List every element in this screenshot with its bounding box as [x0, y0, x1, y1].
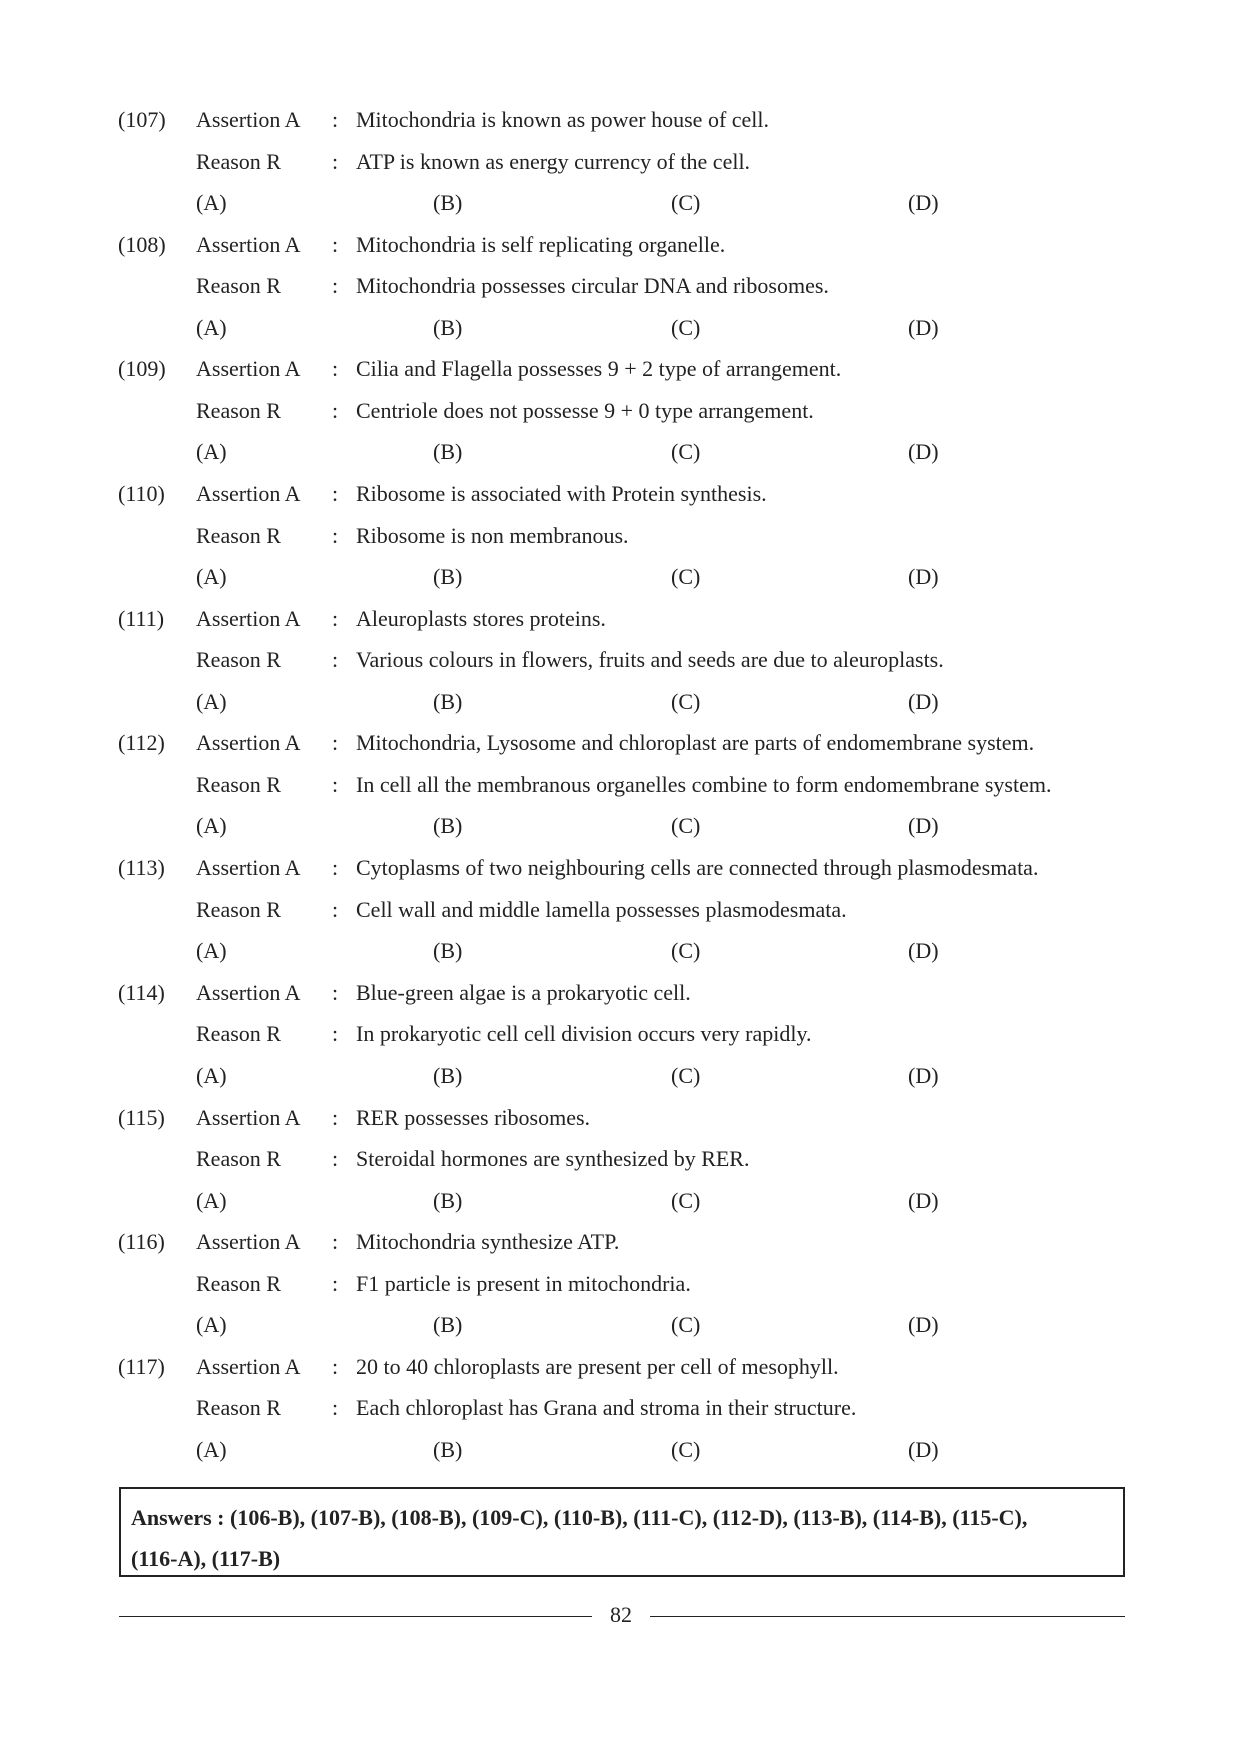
colon-separator: : — [332, 1229, 339, 1255]
colon-separator: : — [332, 231, 339, 257]
assertion-row — [0, 105, 1240, 135]
question-number: (117) — [118, 1353, 165, 1379]
assertion-row — [0, 728, 1240, 758]
reason-row — [0, 1019, 1240, 1049]
question-number: (107) — [118, 107, 166, 132]
option-label: (D) — [908, 190, 939, 215]
assertion-text: Mitochondria is self replicating organelle. — [356, 231, 726, 257]
question-block — [0, 479, 1240, 604]
question-number: (108) — [118, 231, 166, 257]
reason-text: ATP is known as energy currency of the cell. — [356, 148, 751, 174]
option-label: (C) — [671, 1312, 701, 1338]
question-block — [0, 604, 1240, 729]
question-number: (112) — [118, 730, 165, 756]
option-label: (A) — [196, 1062, 227, 1088]
reason-text: Cell wall and middle lamella possesses plasmodesmata. — [356, 896, 847, 922]
reason-row — [0, 770, 1240, 800]
colon-separator: : — [332, 979, 339, 1005]
colon-separator: : — [332, 1353, 339, 1379]
colon-separator: : — [332, 1146, 339, 1171]
option-label: (C) — [671, 938, 701, 964]
question-number: (115) — [118, 1104, 165, 1130]
reason-row — [0, 271, 1240, 301]
assertion-text: Cytoplasms of two neighbouring cells are connected through plasmodesmata. — [356, 855, 1039, 881]
option-label: (D) — [908, 688, 939, 714]
colon-separator: : — [332, 647, 339, 673]
assertion-row — [0, 978, 1240, 1008]
assertion-text: 20 to 40 chloroplasts are present per cell of mesophyll. — [356, 1353, 839, 1379]
colon-separator: : — [332, 356, 339, 382]
reason-label: Reason R — [196, 771, 281, 797]
colon-separator: : — [332, 1395, 339, 1421]
assertion-row — [0, 230, 1240, 260]
option-label: (D) — [908, 938, 939, 964]
assertion-label: Assertion A — [196, 855, 301, 881]
options-row — [0, 1186, 1240, 1216]
option-label: (A) — [196, 938, 227, 964]
option-label: (D) — [908, 1436, 939, 1462]
assertion-label: Assertion A — [196, 605, 301, 631]
assertion-text: Mitochondria, Lysosome and chloroplast are parts of endomembrane system. — [356, 730, 1035, 756]
question-number: (111) — [118, 605, 165, 631]
assertion-text: Aleuroplasts stores proteins. — [356, 605, 606, 631]
option-label: (B) — [433, 688, 463, 714]
option-label: (C) — [671, 439, 701, 465]
option-label: (A) — [196, 314, 227, 340]
assertion-label: Assertion A — [196, 979, 301, 1005]
reason-row — [0, 396, 1240, 426]
reason-text: Steroidal hormones are synthesized by RER. — [356, 1146, 750, 1171]
answer-key-box — [119, 1487, 1125, 1577]
assertion-text: Ribosome is associated with Protein synthesis. — [356, 481, 767, 507]
reason-text: Centriole does not possesse 9 + 0 type arrangement. — [356, 397, 814, 423]
footer-rule-right — [650, 1616, 1125, 1617]
option-label: (A) — [196, 1187, 227, 1213]
page-footer — [119, 1600, 1125, 1630]
reason-label: Reason R — [196, 1146, 281, 1171]
question-list — [0, 105, 1240, 1477]
reason-label: Reason R — [196, 522, 281, 548]
reason-label: Reason R — [196, 148, 281, 174]
assertion-row — [0, 354, 1240, 384]
question-block — [0, 105, 1240, 230]
assertion-row — [0, 1103, 1240, 1133]
assertion-text: RER possesses ribosomes. — [356, 1104, 591, 1130]
option-label: (D) — [908, 1062, 939, 1088]
reason-row — [0, 147, 1240, 177]
options-row — [0, 313, 1240, 343]
colon-separator: : — [332, 522, 339, 548]
assertion-label: Assertion A — [196, 107, 301, 132]
colon-separator: : — [332, 771, 339, 797]
question-number: (113) — [118, 855, 165, 881]
question-block — [0, 853, 1240, 978]
assertion-label: Assertion A — [196, 1104, 301, 1130]
reason-text: Ribosome is non membranous. — [356, 522, 629, 548]
reason-label: Reason R — [196, 273, 281, 299]
colon-separator: : — [332, 273, 339, 299]
colon-separator: : — [332, 1021, 339, 1047]
reason-row — [0, 521, 1240, 551]
colon-separator: : — [332, 148, 339, 174]
option-label: (B) — [433, 938, 463, 964]
options-row — [0, 936, 1240, 966]
options-row — [0, 1435, 1240, 1465]
question-number: (109) — [118, 356, 166, 382]
option-label: (C) — [671, 1187, 701, 1213]
reason-text: In cell all the membranous organelles combine to form endomembrane system. — [356, 771, 1052, 797]
option-label: (B) — [433, 813, 463, 839]
question-block — [0, 230, 1240, 355]
reason-text: Mitochondria possesses circular DNA and ribosomes. — [356, 273, 829, 299]
reason-label: Reason R — [196, 1395, 281, 1421]
option-label: (C) — [671, 314, 701, 340]
colon-separator: : — [332, 605, 339, 631]
question-block — [0, 1103, 1240, 1228]
reason-row — [0, 1393, 1240, 1423]
reason-row — [0, 1144, 1240, 1174]
question-block — [0, 1352, 1240, 1477]
colon-separator: : — [332, 1104, 339, 1130]
assertion-label: Assertion A — [196, 356, 301, 382]
question-block — [0, 978, 1240, 1103]
options-row — [0, 811, 1240, 841]
assertion-row — [0, 1227, 1240, 1257]
option-label: (B) — [433, 1312, 463, 1338]
reason-label: Reason R — [196, 397, 281, 423]
option-label: (D) — [908, 1187, 939, 1213]
option-label: (B) — [433, 314, 463, 340]
reason-label: Reason R — [196, 647, 281, 673]
option-label: (C) — [671, 688, 701, 714]
question-number: (114) — [118, 979, 165, 1005]
footer-rule-left — [119, 1616, 592, 1617]
assertion-label: Assertion A — [196, 481, 301, 507]
assertion-row — [0, 479, 1240, 509]
assertion-text: Cilia and Flagella possesses 9 + 2 type of arrangement. — [356, 356, 842, 382]
options-row — [0, 1310, 1240, 1340]
colon-separator: : — [332, 1270, 339, 1296]
options-row — [0, 188, 1240, 218]
option-label: (A) — [196, 688, 227, 714]
option-label: (B) — [433, 1187, 463, 1213]
option-label: (D) — [908, 1312, 939, 1338]
options-row — [0, 562, 1240, 592]
option-label: (C) — [671, 564, 701, 590]
option-label: (B) — [433, 1062, 463, 1088]
colon-separator: : — [332, 397, 339, 423]
option-label: (A) — [196, 564, 227, 590]
assertion-label: Assertion A — [196, 1229, 301, 1255]
option-label: (B) — [433, 190, 463, 215]
option-label: (D) — [908, 314, 939, 340]
option-label: (D) — [908, 564, 939, 590]
option-label: (B) — [433, 1436, 463, 1462]
question-number: (110) — [118, 481, 165, 507]
option-label: (A) — [196, 190, 227, 215]
question-block — [0, 728, 1240, 853]
answer-key-line-2: (116-A), (117-B) — [131, 1546, 281, 1571]
options-row — [0, 687, 1240, 717]
reason-label: Reason R — [196, 896, 281, 922]
option-label: (A) — [196, 813, 227, 839]
options-row — [0, 1061, 1240, 1091]
assertion-label: Assertion A — [196, 1353, 301, 1379]
answer-key-line-1: Answers : (106-B), (107-B), (108-B), (109-C), (110-B), (111-C), (112-D), (113-B), (114-B), (115-C), — [131, 1505, 1028, 1530]
option-label: (D) — [908, 439, 939, 465]
reason-text: Each chloroplast has Grana and stroma in their structure. — [356, 1395, 857, 1421]
question-number: (116) — [118, 1229, 165, 1255]
assertion-row — [0, 604, 1240, 634]
option-label: (C) — [671, 813, 701, 839]
colon-separator: : — [332, 730, 339, 756]
option-label: (B) — [433, 439, 463, 465]
assertion-text: Mitochondria is known as power house of cell. — [356, 107, 770, 132]
options-row — [0, 437, 1240, 467]
colon-separator: : — [332, 107, 339, 132]
reason-text: Various colours in flowers, fruits and seeds are due to aleuroplasts. — [356, 647, 944, 673]
reason-text: F1 particle is present in mitochondria. — [356, 1270, 691, 1296]
option-label: (A) — [196, 1312, 227, 1338]
option-label: (A) — [196, 439, 227, 465]
reason-text: In prokaryotic cell cell division occurs very rapidly. — [356, 1021, 812, 1047]
assertion-text: Blue-green algae is a prokaryotic cell. — [356, 979, 691, 1005]
reason-row — [0, 895, 1240, 925]
question-block — [0, 1227, 1240, 1352]
option-label: (D) — [908, 813, 939, 839]
assertion-label: Assertion A — [196, 730, 301, 756]
reason-row — [0, 645, 1240, 675]
option-label: (B) — [433, 564, 463, 590]
page-number: 82 — [610, 1602, 632, 1627]
reason-label: Reason R — [196, 1270, 281, 1296]
reason-label: Reason R — [196, 1021, 281, 1047]
option-label: (C) — [671, 1436, 701, 1462]
colon-separator: : — [332, 855, 339, 881]
option-label: (A) — [196, 1436, 227, 1462]
colon-separator: : — [332, 896, 339, 922]
option-label: (C) — [671, 1062, 701, 1088]
assertion-text: Mitochondria synthesize ATP. — [356, 1229, 620, 1255]
option-label: (C) — [671, 190, 701, 215]
reason-row — [0, 1269, 1240, 1299]
assertion-label: Assertion A — [196, 231, 301, 257]
question-block — [0, 354, 1240, 479]
colon-separator: : — [332, 481, 339, 507]
assertion-row — [0, 853, 1240, 883]
assertion-row — [0, 1352, 1240, 1382]
